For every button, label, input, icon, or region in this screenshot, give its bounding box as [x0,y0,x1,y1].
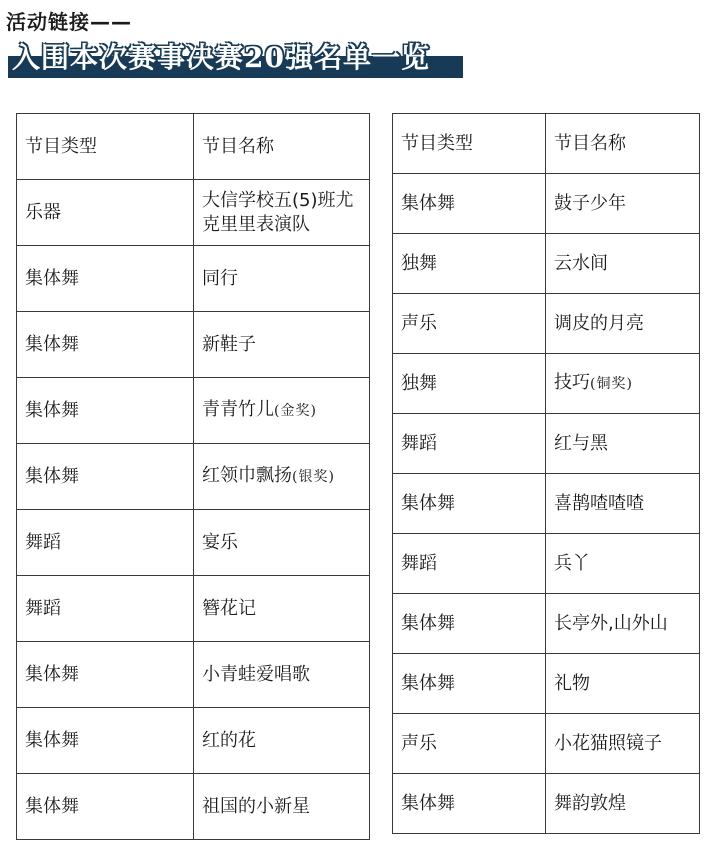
program-name: 红的花 [202,729,256,751]
program-name-cell [546,474,700,534]
table-row [17,708,370,774]
table-row [393,534,700,594]
column-header-type: 节目类型 [17,114,194,180]
table-row [17,774,370,840]
column-header-type: 节目类型 [393,114,546,174]
table-row [17,180,370,246]
program-name-cell [194,378,370,444]
program-name: 喜鹊喳喳喳 [554,492,644,514]
program-type-cell: 集体舞 [393,174,546,234]
program-name-cell [546,354,700,414]
table-row [393,414,700,474]
program-name: 鼓子少年 [554,192,626,214]
program-name-cell [546,234,700,294]
program-name: 调皮的月亮 [554,312,644,334]
program-name-cell [194,708,370,774]
program-name-cell [546,654,700,714]
program-type-cell: 集体舞 [17,312,194,378]
program-name: 红领巾飘扬 [202,465,292,486]
program-type-cell: 舞蹈 [393,534,546,594]
program-name: 簪花记 [202,597,256,619]
program-type-cell: 乐器 [17,180,194,246]
program-name-cell [546,594,700,654]
table-row [393,594,700,654]
program-name-cell [546,714,700,774]
program-type-cell: 舞蹈 [17,576,194,642]
header-row [17,114,370,180]
table-row [17,642,370,708]
program-name-cell [194,312,370,378]
table-row [393,234,700,294]
program-name: 大信学校五(5)班尤克里里表演队 [202,189,354,235]
program-name-cell [194,642,370,708]
table-row [393,774,700,834]
program-type-cell: 声乐 [393,714,546,774]
program-name-cell [194,774,370,840]
program-name-cell [194,180,370,246]
program-type-cell: 集体舞 [393,654,546,714]
program-name: 青青竹儿 [202,399,274,420]
table-row [17,378,370,444]
program-type-cell: 集体舞 [17,642,194,708]
program-type-cell: 集体舞 [17,708,194,774]
table-row [393,654,700,714]
program-name-cell [546,174,700,234]
program-name-cell [194,576,370,642]
table-row [393,174,700,234]
table-row [17,576,370,642]
section-kicker: 活动链接—— [6,10,132,34]
program-name: 新鞋子 [202,333,256,355]
table-row [393,354,700,414]
header-row [393,114,700,174]
program-name: 兵丫 [554,552,590,574]
program-name-cell [194,510,370,576]
finalists-table-left [16,113,370,840]
table-row [17,246,370,312]
table-row [393,294,700,354]
program-name: 红与黑 [554,432,608,454]
program-type-cell: 集体舞 [393,594,546,654]
column-header-name: 节目名称 [546,114,700,174]
program-type-cell: 舞蹈 [393,414,546,474]
program-name-cell [546,414,700,474]
program-name-cell [546,294,700,354]
award-label: (银奖) [292,469,335,485]
program-name: 云水间 [554,252,608,274]
program-name-cell [194,246,370,312]
program-name: 礼物 [554,672,590,694]
program-name: 舞韵敦煌 [554,792,626,814]
program-type-cell: 独舞 [393,234,546,294]
column-header-name: 节目名称 [194,114,370,180]
award-label: (金奖) [274,403,317,419]
table-row [17,510,370,576]
program-type-cell: 集体舞 [17,774,194,840]
table-row [393,714,700,774]
program-type-cell: 舞蹈 [17,510,194,576]
program-name: 长亭外,山外山 [554,612,668,634]
program-type-cell: 声乐 [393,294,546,354]
program-type-cell: 集体舞 [17,378,194,444]
program-name-cell [546,534,700,594]
program-name-cell [546,774,700,834]
program-name: 祖国的小新星 [202,795,310,817]
program-name: 技巧 [554,372,590,393]
program-type-cell: 集体舞 [17,444,194,510]
table-row [17,444,370,510]
table-row [17,312,370,378]
program-name: 宴乐 [202,531,238,553]
award-label: (铜奖) [590,376,633,392]
program-type-cell: 集体舞 [17,246,194,312]
program-name: 小青蛙爱唱歌 [202,663,310,685]
table-row [393,474,700,534]
program-name: 同行 [202,267,238,289]
finalists-table-right [392,113,700,834]
program-type-cell: 独舞 [393,354,546,414]
program-type-cell: 集体舞 [393,474,546,534]
program-name-cell [194,444,370,510]
program-type-cell: 集体舞 [393,774,546,834]
program-name: 小花猫照镜子 [554,732,662,754]
page-title: 入围本次赛事决赛20强名单一览 [12,41,430,74]
